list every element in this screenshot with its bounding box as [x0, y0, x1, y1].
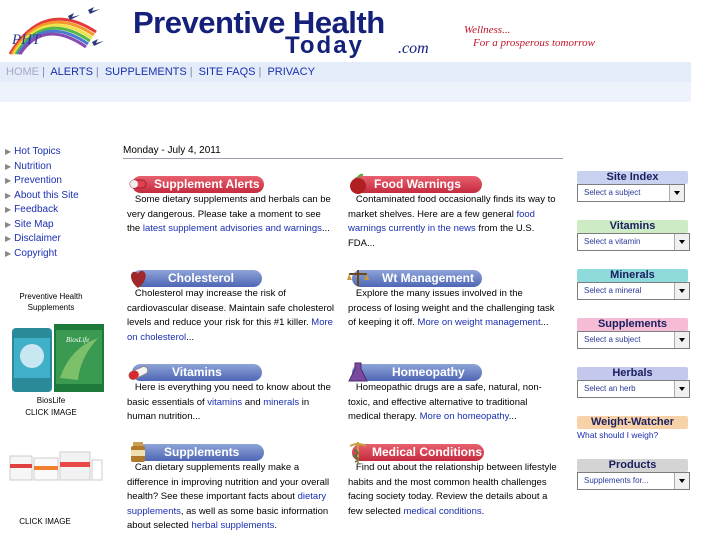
triangle-right-icon: ▶ — [5, 219, 12, 229]
date-divider — [123, 158, 563, 159]
nav-privacy[interactable]: PRIVACY — [267, 66, 315, 78]
vitamin-select[interactable]: Select a vitamin — [577, 233, 690, 251]
current-date: Monday - July 4, 2011 — [123, 145, 221, 156]
supplements-text: Can dietary supplements really make a difference in improving nutrition and your overall health? See these important facts about dietary supplements, as well as some basic information about selected herbal supplements. — [127, 462, 330, 532]
site-header — [0, 0, 691, 62]
triangle-right-icon: ▶ — [5, 147, 12, 156]
promo-title-2: Supplements — [27, 303, 75, 312]
cholesterol-header[interactable]: Cholesterol — [132, 270, 262, 287]
click-image-1[interactable]: CLICK IMAGE — [25, 408, 77, 417]
triangle-right-icon: ▶ — [5, 176, 12, 185]
tagline-wellness: Wellness... — [464, 24, 511, 36]
bioslife-product-image[interactable] — [10, 318, 108, 398]
site-index-select[interactable]: Select a subject — [577, 184, 685, 202]
homeopathy-header[interactable]: Homeopathy — [352, 364, 482, 381]
cholesterol-link[interactable]: More on cholesterol — [127, 317, 333, 343]
medical-conditions-header[interactable]: Medical Conditions — [352, 444, 484, 461]
herbal-supplements-link[interactable]: herbal supplements — [191, 520, 275, 532]
site-title-com: .com — [398, 40, 429, 57]
left-nav-item[interactable]: ▶ Copyright — [5, 247, 57, 259]
left-nav-item[interactable]: ▶ About this Site — [5, 189, 79, 201]
nav-home[interactable]: HOME — [6, 66, 39, 78]
what-should-i-weigh-link[interactable]: What should I weigh? — [577, 430, 659, 440]
supplement-advisories-link[interactable]: latest supplement advisories and warnings — [142, 223, 322, 235]
left-nav-item[interactable]: ▶ Disclaimer — [5, 233, 61, 244]
supplement-alerts-text: Some dietary supplements and herbals can be very dangerous. Please take a moment to see the latest supplement advisories and warnings... — [127, 194, 331, 235]
chevron-down-icon[interactable] — [674, 473, 689, 489]
triangle-right-icon: ▶ — [5, 190, 12, 200]
left-nav-item[interactable]: ▶ Site Map — [5, 218, 54, 230]
minerals-link[interactable]: minerals — [263, 396, 300, 408]
site-title-today: Today — [285, 32, 364, 59]
promo-title-1: Preventive Health — [19, 292, 83, 301]
supplements-widget-title: Supplements — [577, 318, 688, 331]
site-title: Preventive Health — [133, 5, 385, 40]
triangle-right-icon: ▶ — [5, 205, 12, 214]
triangle-right-icon: ▶ — [5, 234, 12, 243]
left-nav-item[interactable]: ▶ Feedback — [5, 204, 59, 215]
supplements-header[interactable]: Supplements — [132, 444, 264, 461]
products-select[interactable]: Supplements for... — [577, 472, 690, 490]
vitamins-link[interactable]: vitamins — [207, 396, 243, 408]
homeopathy-text: Homeopathic drugs are a safe, natural, non-toxic, and effective alternative to traditional medical therapy. More on homeopathy... — [348, 382, 542, 423]
chevron-down-icon[interactable] — [674, 234, 689, 250]
nav-site-faqs[interactable]: SITE FAQS — [198, 66, 256, 78]
chevron-down-icon[interactable] — [669, 185, 684, 201]
mineral-select[interactable]: Select a mineral — [577, 282, 690, 300]
vitamins-widget-title: Vitamins — [577, 220, 688, 233]
nav-supplements[interactable]: SUPPLEMENTS — [104, 66, 187, 78]
bird-icon — [68, 13, 80, 20]
left-nav-item[interactable]: ▶ Prevention — [5, 175, 62, 186]
chevron-down-icon[interactable] — [674, 332, 689, 348]
medical-conditions-link[interactable]: medical conditions — [403, 505, 482, 517]
pht-rainbow-logo[interactable] — [4, 4, 124, 56]
bird-icon — [88, 7, 100, 14]
top-nav: HOME | ALERTS | SUPPLEMENTS | SITE FAQS | PRIVACY — [0, 62, 691, 82]
dietary-supplements-link[interactable]: dietary supplements — [127, 491, 327, 517]
tagline-prosperous: For a prosperous tomorrow — [473, 37, 595, 49]
products-widget-title: Products — [577, 459, 688, 472]
product1-name: BiosLife — [36, 396, 66, 405]
bird-icon — [92, 39, 104, 46]
svg-text:PHT: PHT — [12, 32, 41, 48]
header-band — [0, 82, 691, 102]
chevron-down-icon[interactable] — [674, 283, 689, 299]
herb-select[interactable]: Select an herb — [577, 380, 690, 398]
vitamins-text: Here is everything you need to know about the basic essentials of vitamins and minerals in human nutrition... — [127, 382, 331, 423]
wt-management-text: Explore the many issues involved in the process of losing weight and the challenging task of keeping it off. More on weight management... — [348, 288, 555, 329]
food-warnings-text: Contaminated food occasionally finds its way to market shelves. Here are a few general food warnings currently in the news from the U.S. FDA... — [348, 194, 556, 249]
wt-management-header[interactable]: Wt Management — [352, 270, 482, 287]
herbals-widget-title: Herbals — [577, 367, 688, 380]
food-warnings-header[interactable]: Food Warnings — [352, 176, 482, 193]
triangle-right-icon: ▶ — [5, 248, 12, 258]
supplement-product-image[interactable] — [8, 448, 104, 484]
left-nav — [5, 145, 79, 261]
weight-management-link[interactable]: More on weight management — [417, 317, 541, 329]
click-image-2[interactable]: CLICK IMAGE — [19, 517, 71, 526]
nav-alerts[interactable]: ALERTS — [50, 66, 93, 78]
svg-text:BiosLife: BiosLife — [66, 336, 90, 344]
food-warnings-link[interactable]: food warnings currently in the news — [348, 208, 535, 235]
weight-watcher-title: Weight-Watcher — [577, 416, 688, 429]
left-nav-item[interactable]: ▶ Nutrition — [5, 160, 52, 172]
medical-conditions-text: Find out about the relationship between lifestyle habits and the most common health challenges facing society today. Review the details about a few selected medical conditions. — [348, 462, 557, 517]
site-index-title: Site Index — [577, 171, 688, 184]
left-nav-item[interactable]: ▶ Hot Topics — [5, 146, 61, 157]
triangle-right-icon: ▶ — [5, 161, 12, 171]
homeopathy-link[interactable]: More on homeopathy — [419, 411, 509, 423]
cholesterol-text: Cholesterol may increase the risk of cardiovascular disease. Maintain safe cholesterol levels and reduce your risk for this #1 killer. More on cholesterol... — [127, 288, 334, 343]
vitamins-header[interactable]: Vitamins — [132, 364, 262, 381]
supplement-subject-select[interactable]: Select a subject — [577, 331, 690, 349]
minerals-widget-title: Minerals — [577, 269, 688, 282]
chevron-down-icon[interactable] — [674, 381, 689, 397]
supplement-alerts-header[interactable]: Supplement Alerts — [132, 176, 264, 193]
